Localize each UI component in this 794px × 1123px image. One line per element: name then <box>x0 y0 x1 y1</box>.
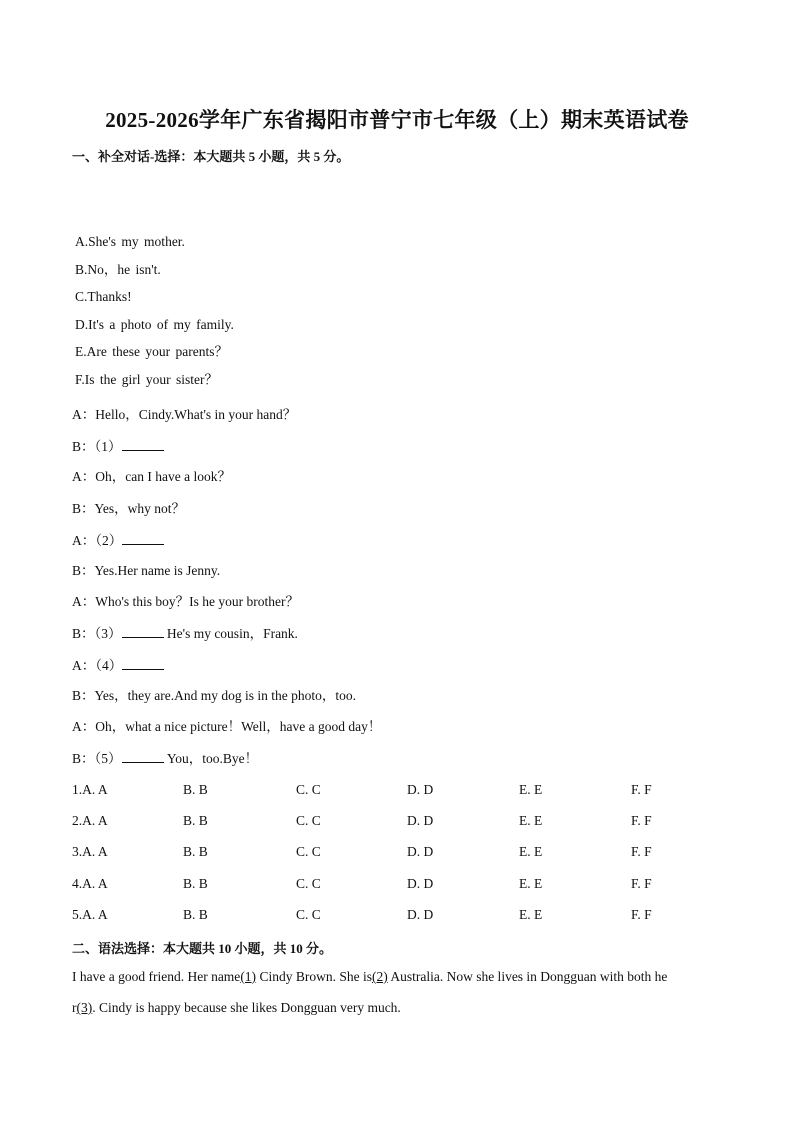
choice-label: D. D <box>407 906 434 922</box>
dialogue-text: B：（1） <box>72 439 122 455</box>
dialogue-line <box>72 562 381 593</box>
question-choices <box>72 781 712 937</box>
question-number: 4. <box>72 875 83 891</box>
dialogue-text: B：（3） <box>72 626 122 642</box>
choice-option[interactable] <box>183 781 208 799</box>
choice-label: E. E <box>519 906 543 922</box>
choice-label: F. F <box>631 875 652 891</box>
choice-option[interactable] <box>72 843 108 861</box>
choice-label: B. B <box>183 782 208 797</box>
question-number: 2. <box>72 813 83 829</box>
section2-heading: 二、语法选择：本大题共 10 小题，共 10 分。 <box>72 941 333 956</box>
answer-blank[interactable] <box>122 656 164 670</box>
dialogue <box>72 406 381 780</box>
choice-option[interactable] <box>296 781 321 799</box>
passage-line-1 <box>72 968 722 999</box>
blank-2: (2) <box>371 969 388 984</box>
option-f: F.Is the girl your sister？ <box>75 371 219 387</box>
choice-label: F. F <box>631 813 652 829</box>
choice-label: B. B <box>183 875 208 891</box>
choice-label: C. C <box>296 875 321 891</box>
choice-option[interactable] <box>72 781 108 799</box>
answer-blank[interactable] <box>122 437 164 451</box>
question-row <box>72 875 712 906</box>
choice-option[interactable] <box>519 781 542 799</box>
section1-heading: 一、补全对话-选择：本大题共 5 小题，共 5 分。 <box>72 149 350 164</box>
option-c: C.Thanks! <box>75 289 132 305</box>
passage-text: r <box>72 1000 77 1015</box>
choice-label: A. A <box>82 813 108 829</box>
choice-option[interactable] <box>519 812 542 830</box>
dialogue-text: B：Yes，why not？ <box>72 500 186 516</box>
dialogue-text: A：Oh，what a nice picture！Well，have a good day！ <box>72 718 382 734</box>
choice-option[interactable] <box>183 906 208 924</box>
choice-label: B. B <box>183 844 208 860</box>
option-e: E.Are these your parents？ <box>75 344 228 360</box>
answer-blank[interactable] <box>122 749 164 763</box>
choice-option[interactable] <box>407 781 433 799</box>
blank-3: (3) <box>76 1000 93 1015</box>
dialogue-text: A：Who's this boy？Is he your brother？ <box>72 594 300 610</box>
choice-label: C. C <box>296 906 321 922</box>
passage-text: . Cindy is happy because she likes Dongguan very much. <box>92 1000 401 1015</box>
question-number: 1. <box>72 782 83 797</box>
choice-option[interactable] <box>296 812 321 830</box>
choice-option[interactable] <box>183 812 208 830</box>
choice-option[interactable] <box>631 906 652 924</box>
choice-label: D. D <box>407 782 434 797</box>
choice-option[interactable] <box>183 843 208 861</box>
passage-line-2 <box>72 999 722 1030</box>
choice-option[interactable] <box>72 812 108 830</box>
choice-label: F. F <box>631 844 652 860</box>
choice-option[interactable] <box>519 843 542 861</box>
choice-option[interactable] <box>631 812 652 830</box>
dialogue-line <box>72 468 381 499</box>
choice-option[interactable] <box>296 906 321 924</box>
choice-label: C. C <box>296 813 321 829</box>
dialogue-line <box>72 437 381 468</box>
dialogue-text: He's my cousin，Frank. <box>163 626 298 642</box>
dialogue-text: B：（5） <box>72 751 122 767</box>
choice-label: C. C <box>296 782 321 797</box>
dialogue-text: A：（4） <box>72 657 123 673</box>
question-row <box>72 843 712 874</box>
choice-label: A. A <box>82 844 108 860</box>
dialogue-text: A：Oh，can I have a look？ <box>72 469 231 485</box>
choice-option[interactable] <box>296 875 321 893</box>
choice-option[interactable] <box>631 781 652 799</box>
passage-text: I have a good friend. Her name <box>72 969 241 984</box>
question-row <box>72 906 712 937</box>
page-title: 2025-2026学年广东省揭阳市普宁市七年级（上）期末英语试卷 <box>105 108 689 132</box>
choice-label: E. E <box>519 875 543 891</box>
choice-label: E. E <box>519 813 543 829</box>
choice-option[interactable] <box>519 906 542 924</box>
dialogue-line <box>72 687 381 718</box>
choice-option[interactable] <box>296 843 321 861</box>
dialogue-line <box>72 656 381 687</box>
choice-label: E. E <box>519 844 543 860</box>
choice-label: D. D <box>407 875 434 891</box>
choice-option[interactable] <box>407 843 433 861</box>
dialogue-line <box>72 500 381 531</box>
dialogue-line <box>72 624 381 655</box>
dialogue-text: A：Hello，Cindy.What's in your hand？ <box>72 407 297 422</box>
dialogue-text: A：（2） <box>72 532 123 548</box>
dialogue-text: B：Yes.Her name is Jenny. <box>72 562 221 578</box>
choice-option[interactable] <box>631 875 652 893</box>
dialogue-text: B：Yes，they are.And my dog is in the photo，too. <box>72 687 356 703</box>
choice-option[interactable] <box>407 906 433 924</box>
dialogue-line <box>72 718 381 749</box>
choice-option[interactable] <box>72 906 108 924</box>
option-a: A.She's my mother. <box>75 234 185 249</box>
choice-option[interactable] <box>631 843 652 861</box>
choice-option[interactable] <box>183 875 208 893</box>
answer-blank[interactable] <box>122 624 164 638</box>
choice-option[interactable] <box>519 875 542 893</box>
choice-label: B. B <box>183 906 208 922</box>
option-b: B.No，he isn't. <box>75 261 161 277</box>
blank-1: (1) <box>240 969 257 984</box>
passage-text: Australia. Now she lives in Dongguan with both he <box>387 969 668 984</box>
option-d: D.It's a photo of my family. <box>75 316 234 332</box>
answer-options <box>75 233 234 399</box>
passage-text: Cindy Brown. She is <box>256 969 372 984</box>
choice-label: F. F <box>631 782 652 797</box>
question-number: 3. <box>72 844 83 860</box>
choice-label: A. A <box>82 782 108 797</box>
choice-option[interactable] <box>407 875 433 893</box>
choice-label: D. D <box>407 844 434 860</box>
dialogue-line <box>72 593 381 624</box>
choice-label: B. B <box>183 813 208 829</box>
choice-label: A. A <box>82 906 108 922</box>
dialogue-text: You，too.Bye！ <box>163 751 259 767</box>
choice-label: D. D <box>407 813 434 829</box>
choice-label: F. F <box>631 906 652 922</box>
answer-blank[interactable] <box>122 531 164 545</box>
choice-label: C. C <box>296 844 321 860</box>
dialogue-line <box>72 749 381 780</box>
choice-option[interactable] <box>72 875 108 893</box>
dialogue-line <box>72 406 381 437</box>
choice-label: A. A <box>82 875 108 891</box>
choice-label: E. E <box>519 782 543 797</box>
passage <box>72 968 722 1030</box>
question-number: 5. <box>72 906 83 922</box>
question-row <box>72 781 712 812</box>
question-row <box>72 812 712 843</box>
choice-option[interactable] <box>407 812 433 830</box>
dialogue-line <box>72 531 381 562</box>
